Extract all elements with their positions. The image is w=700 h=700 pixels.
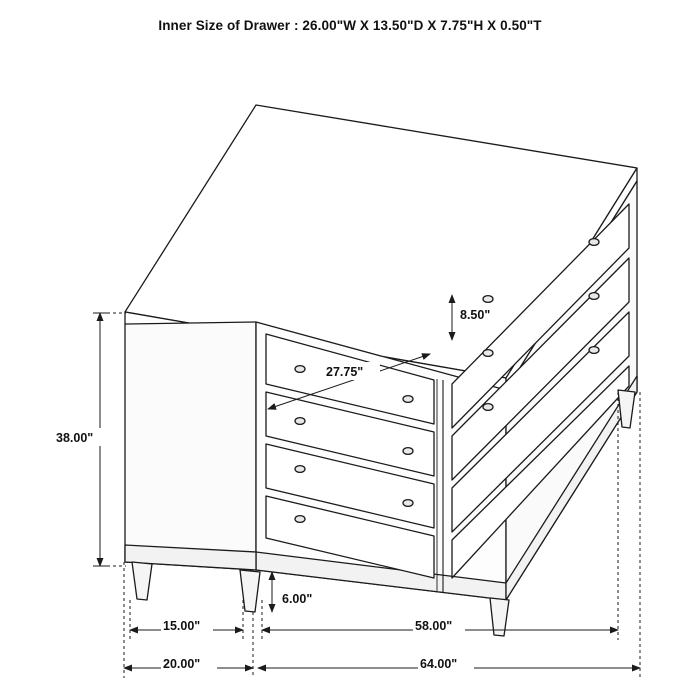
drawer-knob[interactable] (403, 396, 413, 403)
dim-label-side-depth: 15.00" (163, 619, 201, 633)
drawer-knob[interactable] (589, 347, 599, 354)
drawer-knob[interactable] (403, 500, 413, 507)
leg-back-right (618, 390, 635, 428)
leg-front-center (240, 570, 260, 612)
drawer-knob[interactable] (483, 350, 493, 357)
side-panel-left (125, 322, 256, 570)
leg-front-left (132, 562, 152, 600)
drawer-knob[interactable] (589, 293, 599, 300)
dim-label-depth-overall: 20.00" (163, 657, 201, 671)
drawer-knob[interactable] (403, 448, 413, 455)
drawer-knob[interactable] (295, 516, 305, 523)
dim-label-drawer-height: 8.50" (460, 308, 491, 322)
drawer-knob[interactable] (589, 239, 599, 246)
drawer-knob[interactable] (295, 466, 305, 473)
dim-label-drawer-width: 27.75" (326, 365, 364, 379)
drawer-knob[interactable] (295, 366, 305, 373)
drawer-knob[interactable] (295, 418, 305, 425)
dim-label-right-width: 58.00" (415, 619, 453, 633)
dim-label-width-overall: 64.00" (420, 657, 458, 671)
dim-label-height: 38.00" (56, 431, 94, 445)
drawer-knob[interactable] (483, 404, 493, 411)
dim-label-leg-height: 6.00" (282, 592, 313, 606)
page-title: Inner Size of Drawer : 26.00"W X 13.50"D X 7.75"H X 0.50"T (158, 18, 542, 33)
drawer-knob[interactable] (483, 296, 493, 303)
